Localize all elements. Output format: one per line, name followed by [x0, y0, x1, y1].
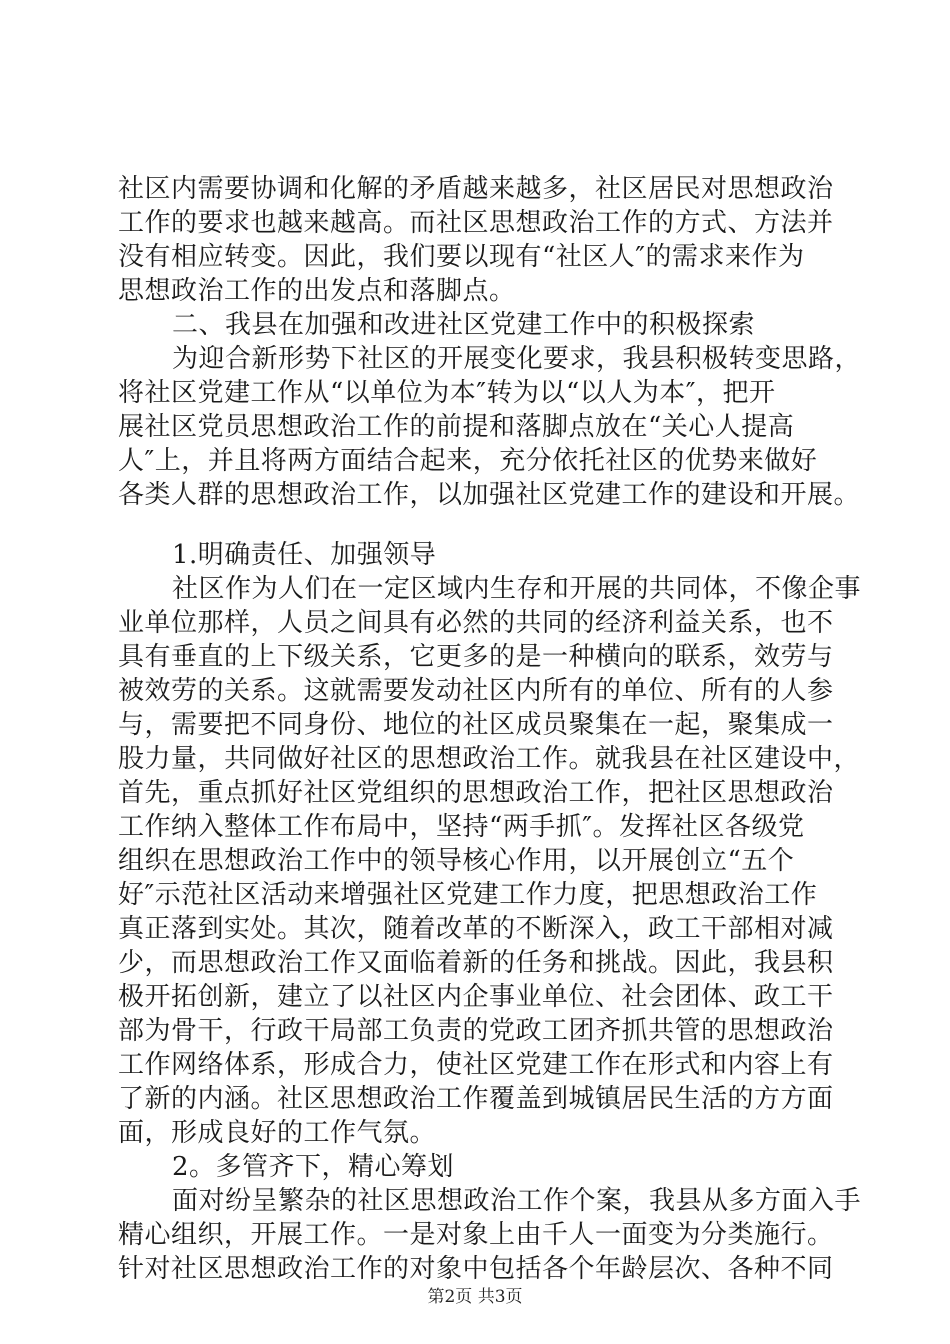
- subsection-heading: 1.明确责任、加强领导: [172, 540, 437, 570]
- text-line: 为迎合新形势下社区的开展变化要求，我县积极转变思路，: [172, 344, 862, 374]
- text-line: 精心组织，开展工作。一是对象上由千人一面变为分类施行。: [118, 1220, 834, 1250]
- subsection-heading: 2。多管齐下，精心筹划: [172, 1152, 455, 1182]
- text-line: 具有垂直的上下级关系，它更多的是一种横向的联系，效劳与: [118, 642, 834, 672]
- text-line: 人″上，并且将两方面结合起来，充分依托社区的优势来做好: [118, 446, 818, 476]
- text-line: 面，形成良好的工作气氛。: [118, 1118, 437, 1148]
- text-line: 好″示范社区活动来增强社区党建工作力度，把思想政治工作: [118, 880, 818, 910]
- text-line: 工作的要求也越来越高。而社区思想政治工作的方式、方法并: [118, 208, 834, 238]
- text-line: 工作纳入整体工作布局中，坚持“两手抓″。发挥社区各级党: [118, 812, 805, 842]
- text-line: 真正落到实处。其次，随着改革的不断深入，政工干部相对减: [118, 914, 834, 944]
- text-line: 面对纷呈繁杂的社区思想政治工作个案，我县从多方面入手: [172, 1186, 862, 1216]
- text-line: 业单位那样，人员之间具有必然的共同的经济利益关系，也不: [118, 608, 834, 638]
- text-line: 极开拓创新，建立了以社区内企事业单位、社会团体、政工干: [118, 982, 834, 1012]
- text-line: 社区作为人们在一定区域内生存和开展的共同体，不像企事: [172, 574, 862, 604]
- text-line: 股力量，共同做好社区的思想政治工作。就我县在社区建设中，: [118, 744, 861, 774]
- section-heading: 二、我县在加强和改进社区党建工作中的积极探索: [172, 310, 756, 340]
- text-line: 与，需要把不同身份、地位的社区成员聚集在一起，聚集成一: [118, 710, 834, 740]
- text-line: 展社区党员思想政治工作的前提和落脚点放在“关心人提高: [118, 412, 795, 442]
- text-line: 少，而思想政治工作又面临着新的任务和挑战。因此，我县积: [118, 948, 834, 978]
- text-line: 工作网络体系，形成合力，使社区党建工作在形式和内容上有: [118, 1050, 834, 1080]
- text-line: 社区内需要协调和化解的矛盾越来越多，社区居民对思想政治: [118, 174, 834, 204]
- text-line: 了新的内涵。社区思想政治工作覆盖到城镇居民生活的方方面: [118, 1084, 834, 1114]
- text-line: 首先，重点抓好社区党组织的思想政治工作，把社区思想政治: [118, 778, 834, 808]
- page-footer: 第2页 共3页: [427, 1287, 523, 1307]
- text-line: 组织在思想政治工作中的领导核心作用，以开展创立“五个: [118, 846, 795, 876]
- text-line: 思想政治工作的出发点和落脚点。: [118, 276, 516, 306]
- text-line: 没有相应转变。因此，我们要以现有“社区人″的需求来作为: [118, 242, 805, 272]
- text-line: 部为骨干，行政干局部工负责的党政工团齐抓共管的思想政治: [118, 1016, 834, 1046]
- text-line: 将社区党建工作从“以单位为本″转为以“以人为本″，把开: [118, 378, 776, 408]
- text-line: 被效劳的关系。这就需要发动社区内所有的单位、所有的人参: [118, 676, 834, 706]
- text-line: 针对社区思想政治工作的对象中包括各个年龄层次、各种不同: [118, 1254, 834, 1284]
- text-line: 各类人群的思想政治工作，以加强社区党建工作的建设和开展。: [118, 480, 861, 510]
